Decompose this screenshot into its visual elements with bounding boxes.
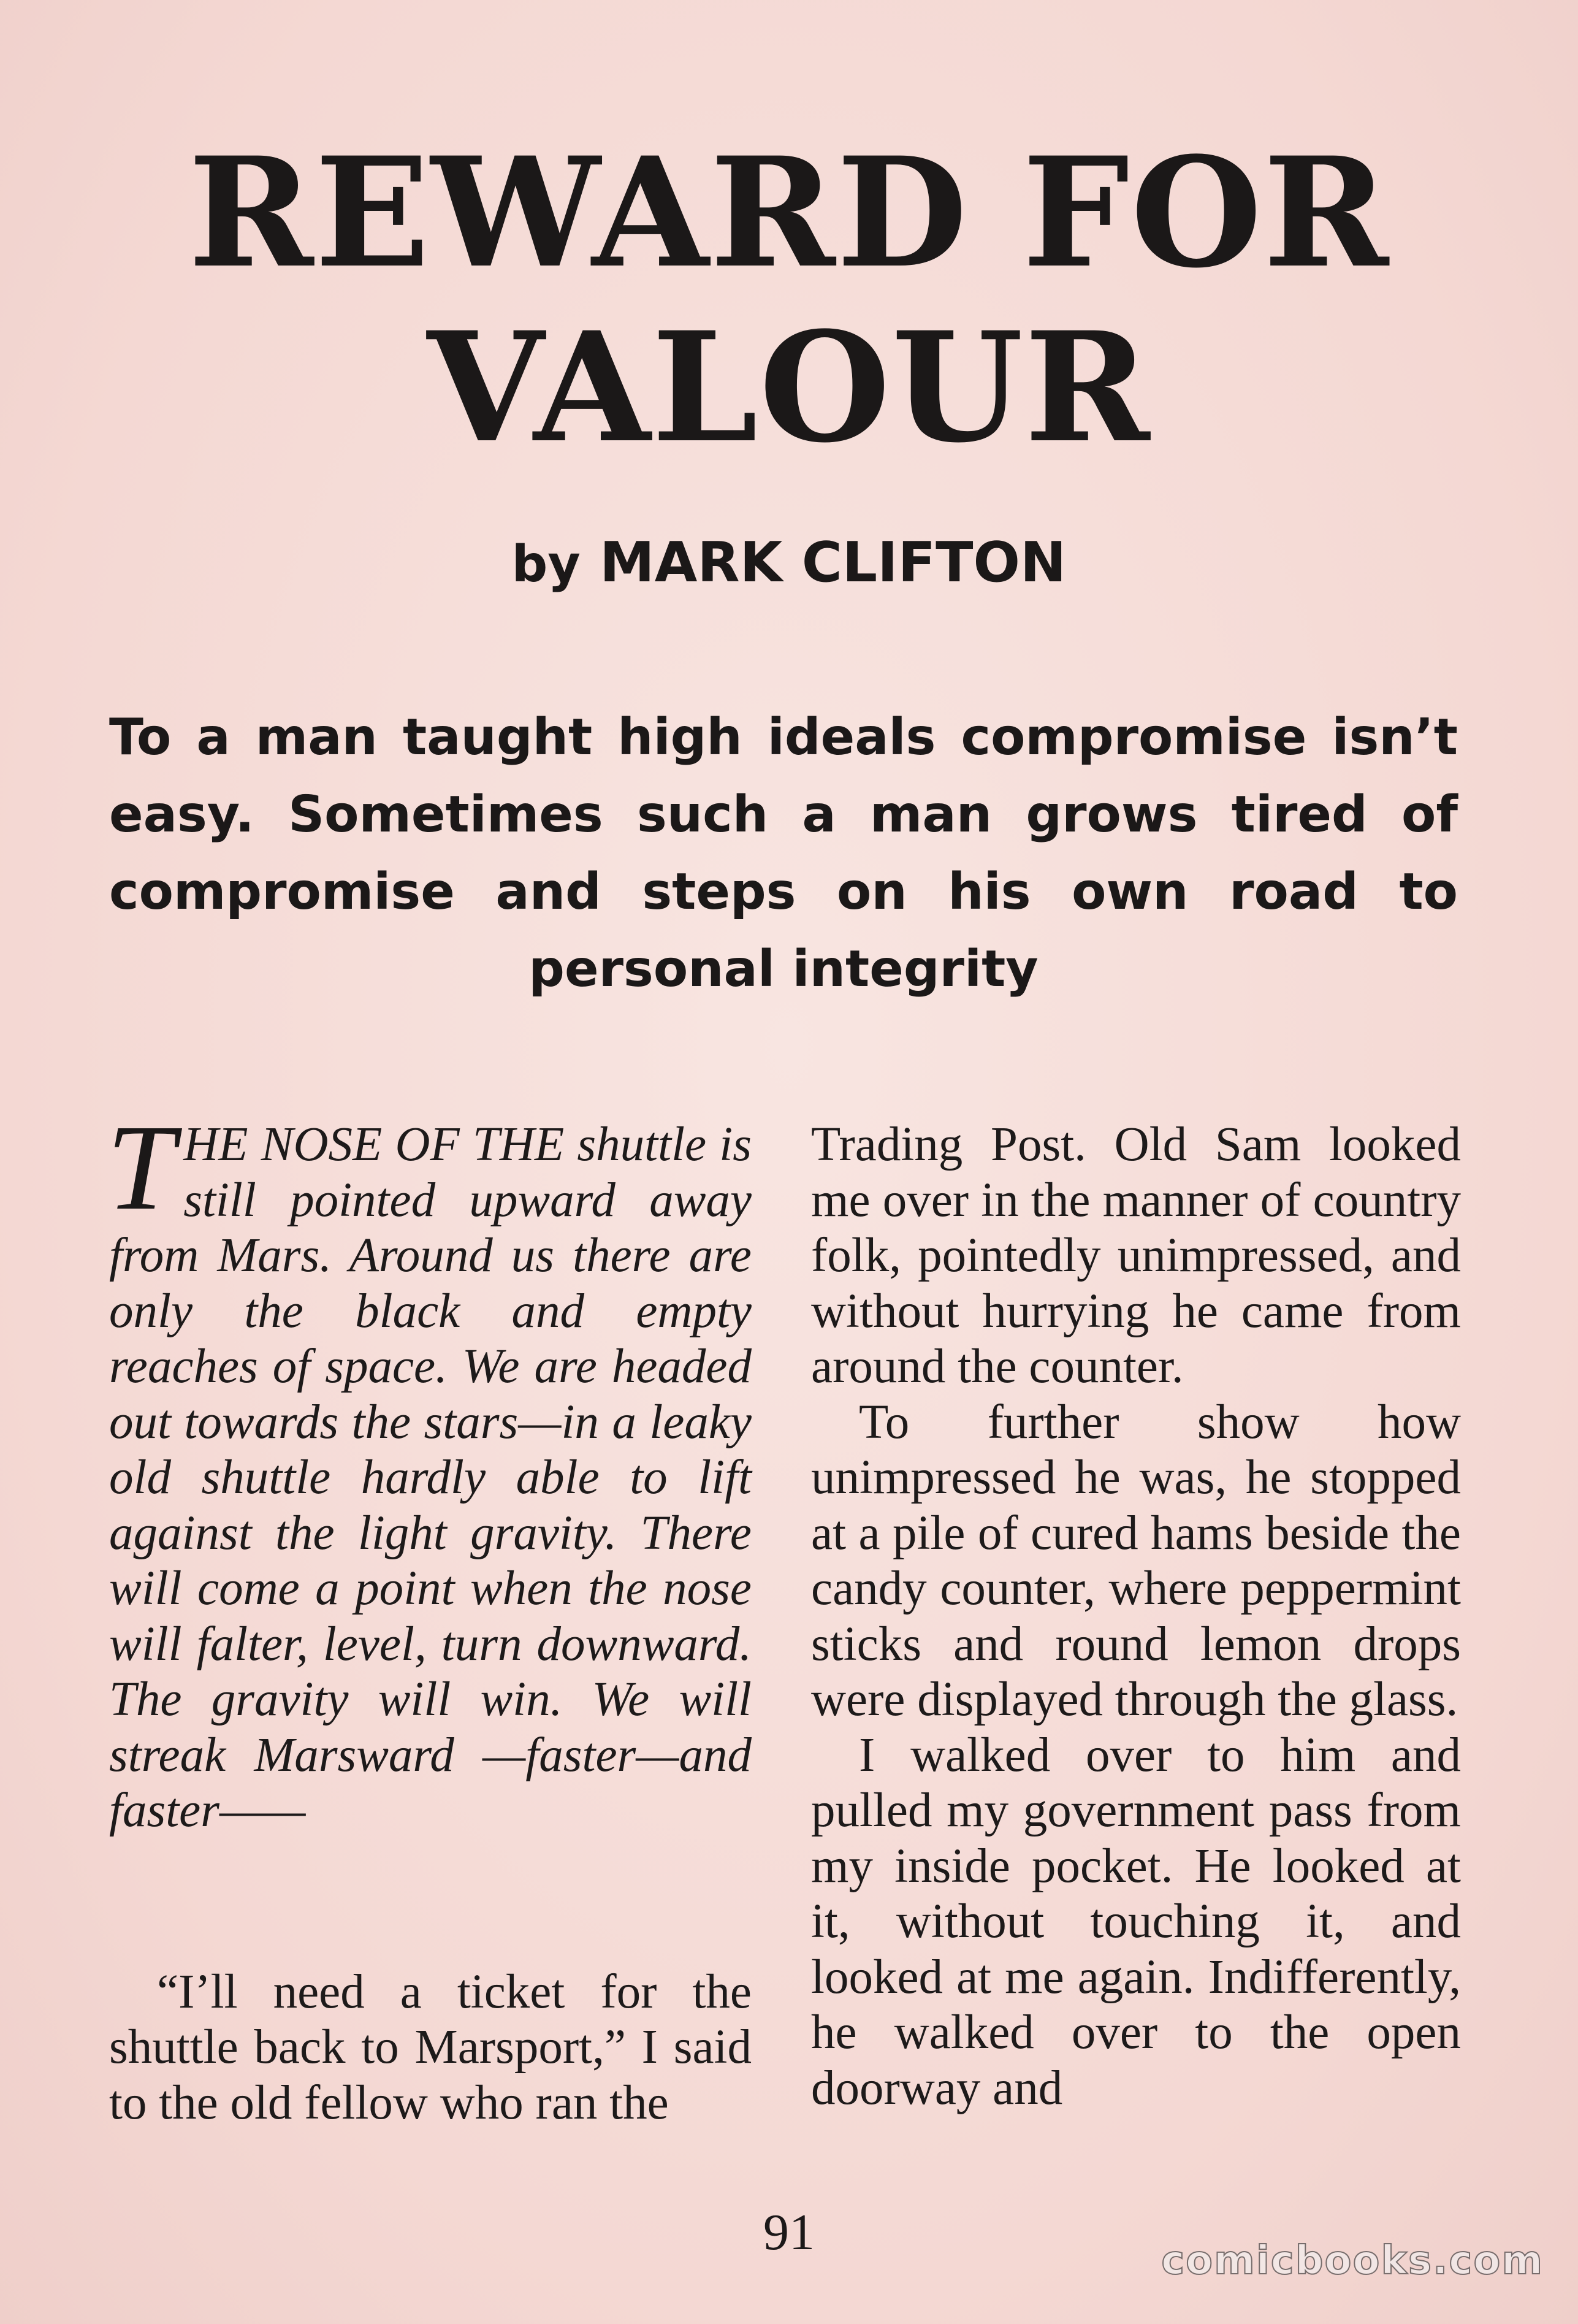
byline-prefix: by xyxy=(511,535,581,594)
author-name: MARK CLIFTON xyxy=(600,530,1067,595)
body-paragraph: I walked over to him and pulled my government pass from my inside pocket. He looked at it, without touching it, and looked at me again. Indifferently, he walked over to the open doorway and xyxy=(811,1728,1461,2115)
story-title-line-2: VALOUR xyxy=(427,299,1151,476)
story-blurb: To a man taught high ideals compromise isn’t easy. Sometimes such a man grows tired of compromise and steps on his own road to personal integrity xyxy=(109,708,1458,998)
section-break xyxy=(109,1839,752,1965)
page-number: 91 xyxy=(763,2204,815,2261)
intro-paragraph xyxy=(107,1100,752,1839)
intro-text: HE NOSE OF THE shuttle is still pointed upward away from Mars. Around us there are only the black and empty reaches of space. We are headed out towards the stars—in a leaky old shuttle hardly able to lift against the light gravity. There will come a point when the nose will falter, level, turn downward. The gravity will win. We will streak Marsward —faster—and faster—— xyxy=(109,1118,752,1837)
body-paragraph-continued: Trading Post. Old Sam looked me over in the manner of country folk, pointedly unimpressed, and without hurrying he came from around the counter. xyxy=(811,1118,1461,1393)
story-title-line-1: REWARD FOR xyxy=(188,124,1390,302)
body-paragraph: “I’ll need a ticket for the shuttle back to Marsport,” I said to the old fellow who ran the xyxy=(109,1965,752,2130)
byline xyxy=(0,530,1578,595)
body-paragraph: To further show how unimpressed he was, he stopped at a pile of cured hams beside the candy counter, where peppermint sticks and round lemon drops were displayed through the glass. xyxy=(811,1395,1461,1726)
text-column-right xyxy=(811,1117,1461,2116)
watermark-logo: comicbooks.com xyxy=(1161,2238,1544,2284)
drop-cap: T xyxy=(107,1100,175,1236)
text-column-left xyxy=(107,1100,752,2131)
